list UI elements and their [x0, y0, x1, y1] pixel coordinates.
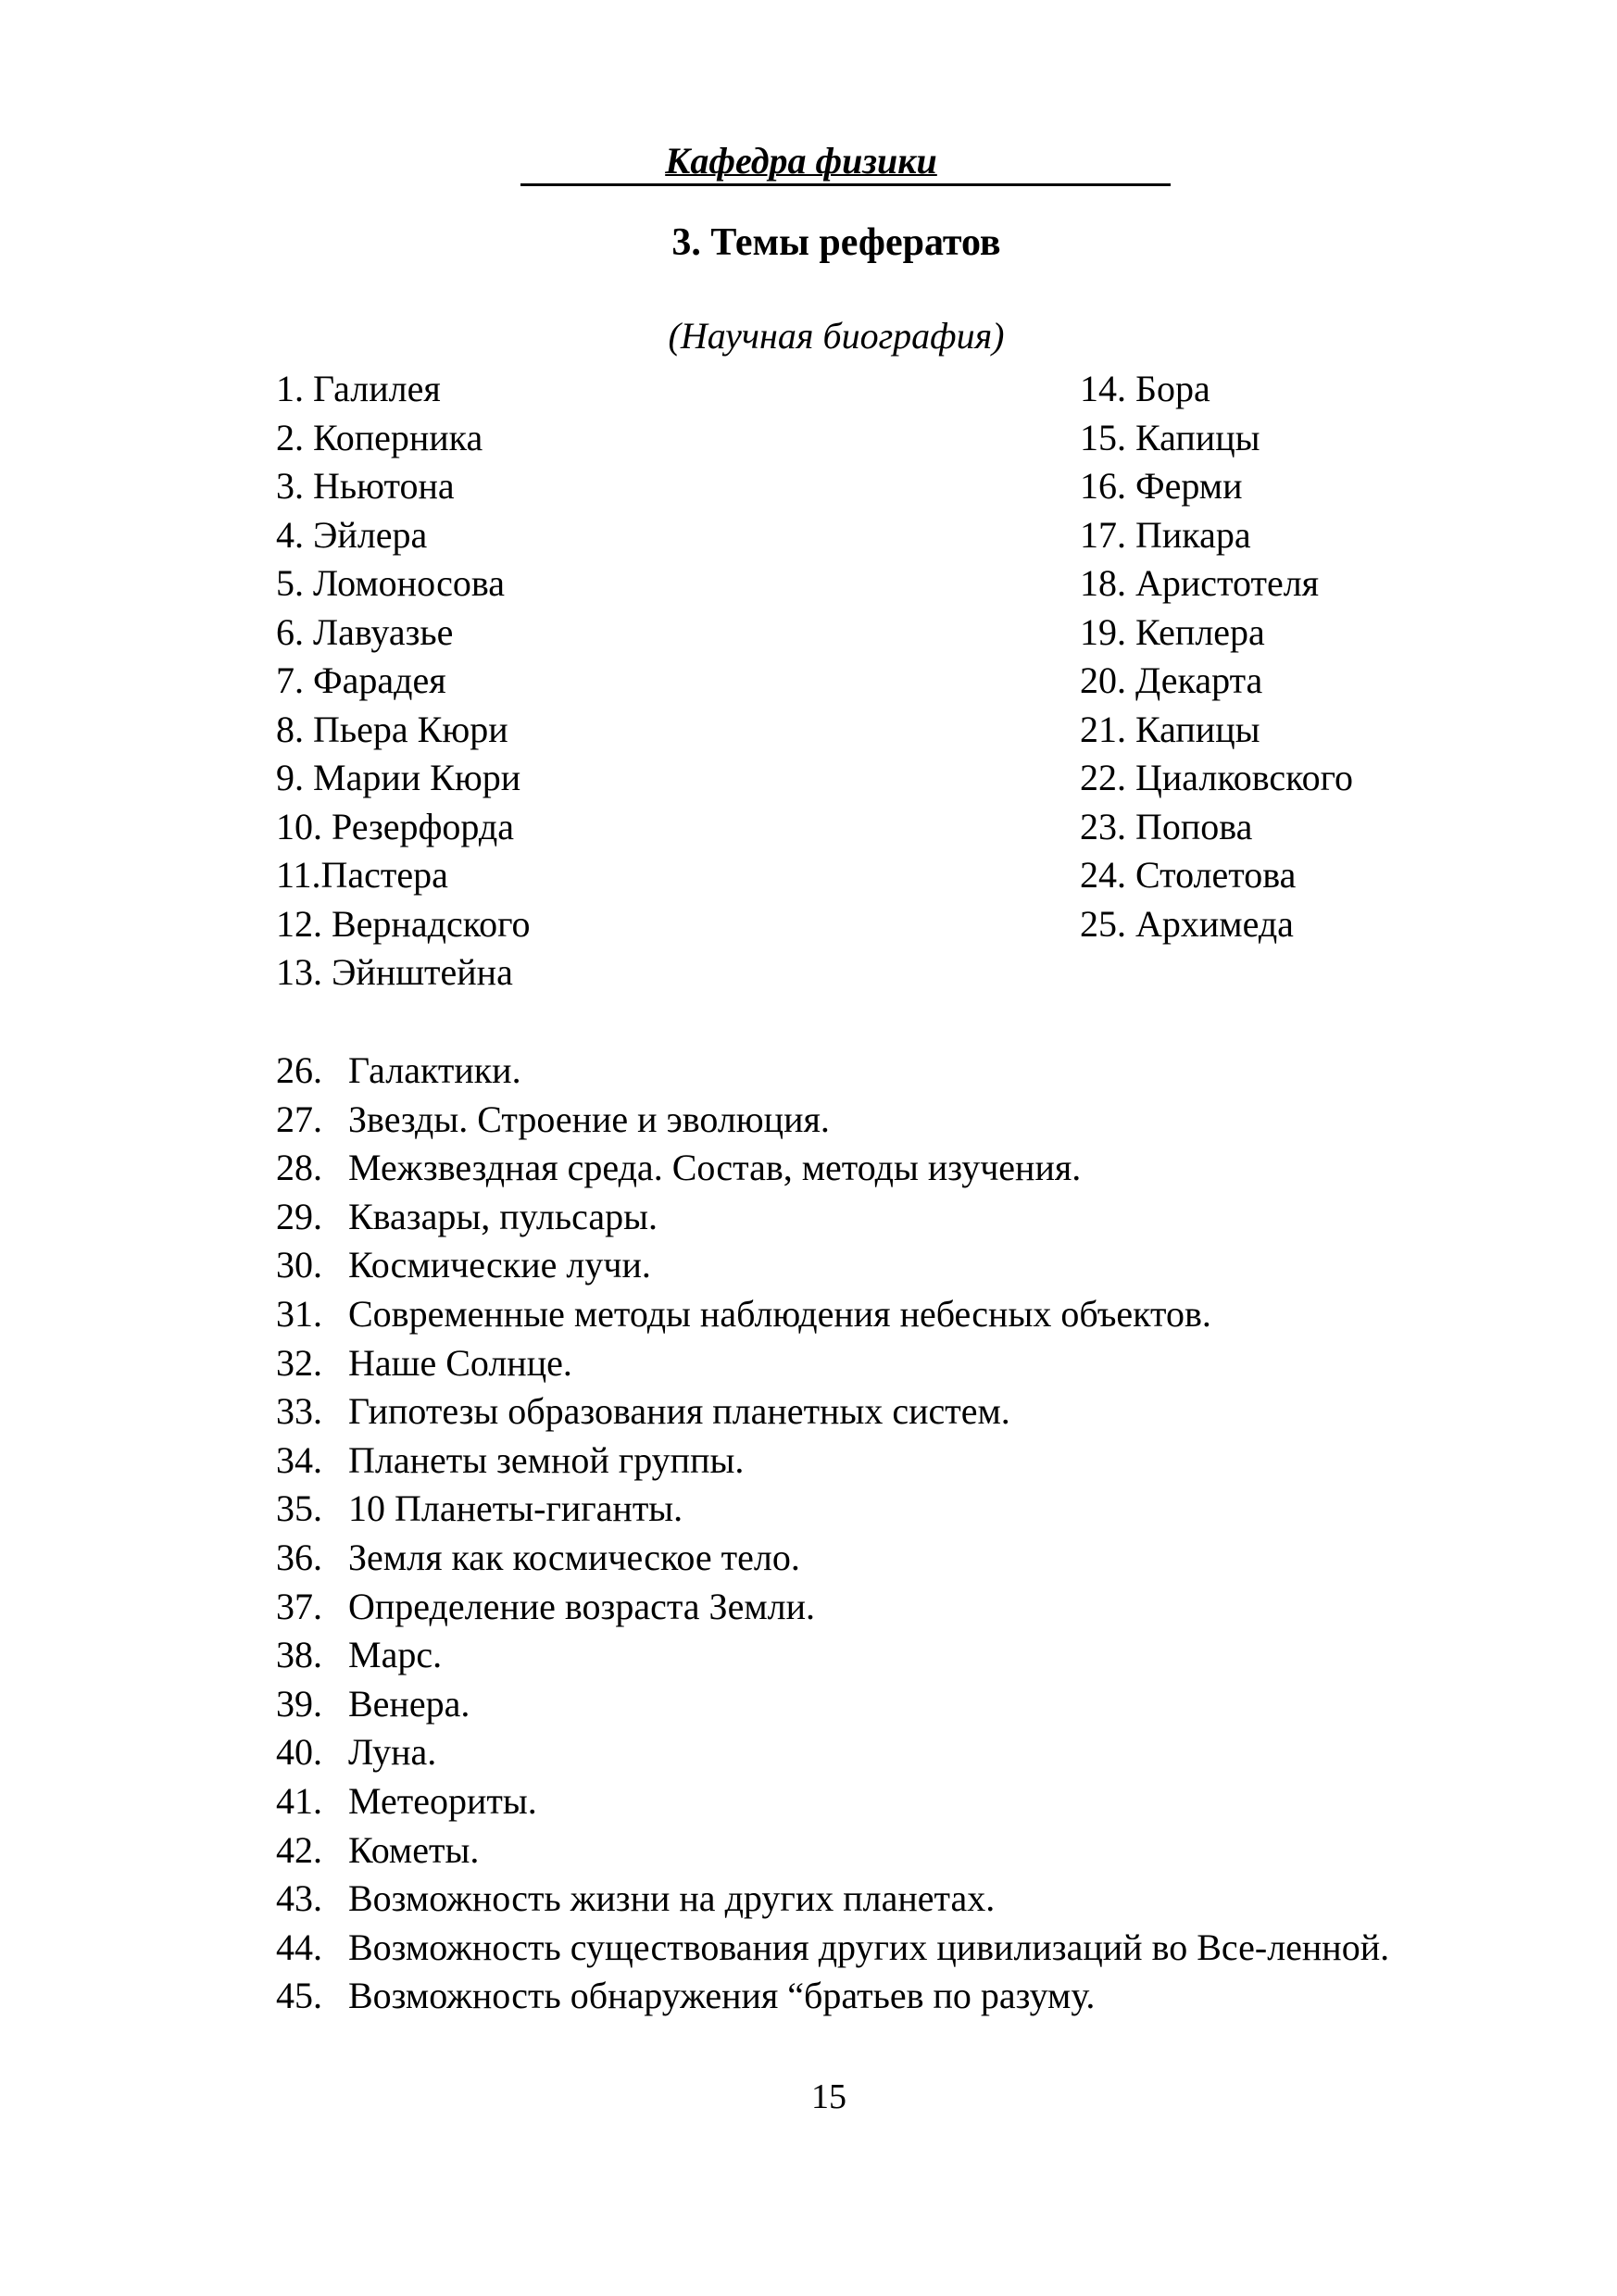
list-item: 15. Капицы — [1080, 416, 1260, 458]
topic-number: 41. — [276, 1779, 322, 1822]
topic-item — [276, 1144, 1415, 1193]
topic-text: Космические лучи. — [348, 1244, 651, 1286]
topic-item — [276, 1534, 1415, 1583]
list-item: 13. Эйнштейна — [276, 951, 513, 993]
topic-item — [276, 1924, 1415, 1973]
topic-number: 35. — [276, 1487, 322, 1530]
topic-item — [276, 1193, 1415, 1242]
list-item: 10. Резерфорда — [276, 805, 515, 847]
topic-number: 26. — [276, 1049, 322, 1091]
topic-text: Гипотезы образования планетных систем. — [348, 1390, 1010, 1433]
list-item: 7. Фарадея — [276, 659, 446, 701]
biography-list-left — [276, 365, 739, 997]
topic-text: Венера. — [348, 1682, 470, 1725]
list-item: 1. Галилея — [276, 368, 441, 409]
topic-number: 32. — [276, 1341, 322, 1384]
list-item: 11.Пастера — [276, 854, 448, 896]
topic-item — [276, 1047, 1415, 1096]
topic-text: Луна. — [348, 1731, 437, 1774]
topic-text: Возможность жизни на других планетах. — [348, 1877, 996, 1920]
topic-text: Звезды. Строение и эволюция. — [348, 1098, 830, 1140]
list-item: 18. Аристотеля — [1080, 562, 1320, 604]
list-item: 19. Кеплера — [1080, 610, 1265, 653]
topic-number: 36. — [276, 1536, 322, 1578]
topic-text: Современные методы наблюдения небесных объектов. — [348, 1292, 1211, 1335]
list-item: 8. Пьера Кюри — [276, 708, 508, 750]
topic-number: 31. — [276, 1292, 322, 1335]
department-header — [520, 139, 1171, 186]
list-item: 24. Столетова — [1080, 854, 1297, 896]
topic-item — [276, 1241, 1415, 1290]
topic-item — [276, 1875, 1415, 1924]
topic-text: Земля как космическое тело. — [348, 1536, 800, 1578]
topic-text: Наше Солнце. — [348, 1341, 572, 1384]
topic-number: 34. — [276, 1438, 322, 1481]
topic-number: 37. — [276, 1585, 322, 1627]
list-item: 21. Капицы — [1080, 708, 1260, 750]
list-item: 14. Бора — [1080, 368, 1210, 409]
topics-list — [276, 1047, 1415, 2021]
list-item: 4. Эйлера — [276, 513, 428, 556]
topic-number: 33. — [276, 1390, 322, 1433]
topic-text: Галактики. — [348, 1049, 521, 1091]
topic-text: 10 Планеты-гиганты. — [348, 1487, 683, 1530]
list-item: 9. Марии Кюри — [276, 757, 521, 798]
subtitle: (Научная биография) — [668, 315, 1005, 357]
topic-number: 44. — [276, 1926, 322, 1968]
topic-number: 45. — [276, 1975, 322, 2017]
topic-text: Возможность существования других цивилизаций во Все-ленной. — [348, 1926, 1390, 1968]
topic-item — [276, 1631, 1415, 1680]
topic-item — [276, 1826, 1415, 1876]
list-item: 23. Попова — [1080, 805, 1253, 847]
department-name: Кафедра физики — [665, 140, 937, 182]
topic-text: Возможность обнаружения “братьев по разуму. — [348, 1975, 1096, 2017]
topic-item — [276, 1728, 1415, 1777]
list-item: 17. Пикара — [1080, 513, 1251, 556]
topic-item — [276, 1387, 1415, 1437]
topic-text: Определение возраста Земли. — [348, 1585, 816, 1627]
topic-number: 28. — [276, 1147, 322, 1189]
topic-item — [276, 1777, 1415, 1826]
list-item: 25. Архимеда — [1080, 902, 1294, 945]
topic-item — [276, 1096, 1415, 1145]
topic-item — [276, 1583, 1415, 1632]
list-item: 22. Циалковского — [1080, 757, 1353, 798]
section-title: 3. Темы рефератов — [671, 221, 1001, 264]
topic-number: 42. — [276, 1828, 322, 1871]
topic-number: 29. — [276, 1195, 322, 1237]
page-number: 15 — [811, 2077, 846, 2116]
list-item: 5. Ломоносова — [276, 562, 505, 604]
topic-number: 40. — [276, 1731, 322, 1774]
topic-item — [276, 1290, 1415, 1339]
topic-item — [276, 1437, 1415, 1486]
topic-item — [276, 1485, 1415, 1534]
list-item: 12. Вернадского — [276, 902, 531, 945]
topic-number: 43. — [276, 1877, 322, 1920]
topic-text: Марс. — [348, 1634, 443, 1676]
topic-number: 39. — [276, 1682, 322, 1725]
topic-item — [276, 1972, 1415, 2021]
topic-item — [276, 1680, 1415, 1729]
topic-text: Межзвездная среда. Состав, методы изучения. — [348, 1147, 1082, 1189]
list-item: 16. Ферми — [1080, 465, 1243, 507]
list-item: 2. Коперника — [276, 416, 483, 458]
topic-text: Планеты земной группы. — [348, 1438, 745, 1481]
topic-text: Квазары, пульсары. — [348, 1195, 658, 1237]
list-item: 20. Декарта — [1080, 659, 1263, 701]
topic-number: 27. — [276, 1098, 322, 1140]
topic-text: Метеориты. — [348, 1779, 537, 1822]
list-item: 3. Ньютона — [276, 465, 455, 507]
topic-number: 38. — [276, 1634, 322, 1676]
topic-item — [276, 1339, 1415, 1388]
list-item: 6. Лавуазье — [276, 610, 454, 653]
biography-list-right — [1080, 365, 1580, 948]
topic-number: 30. — [276, 1244, 322, 1286]
topic-text: Кометы. — [348, 1828, 480, 1871]
